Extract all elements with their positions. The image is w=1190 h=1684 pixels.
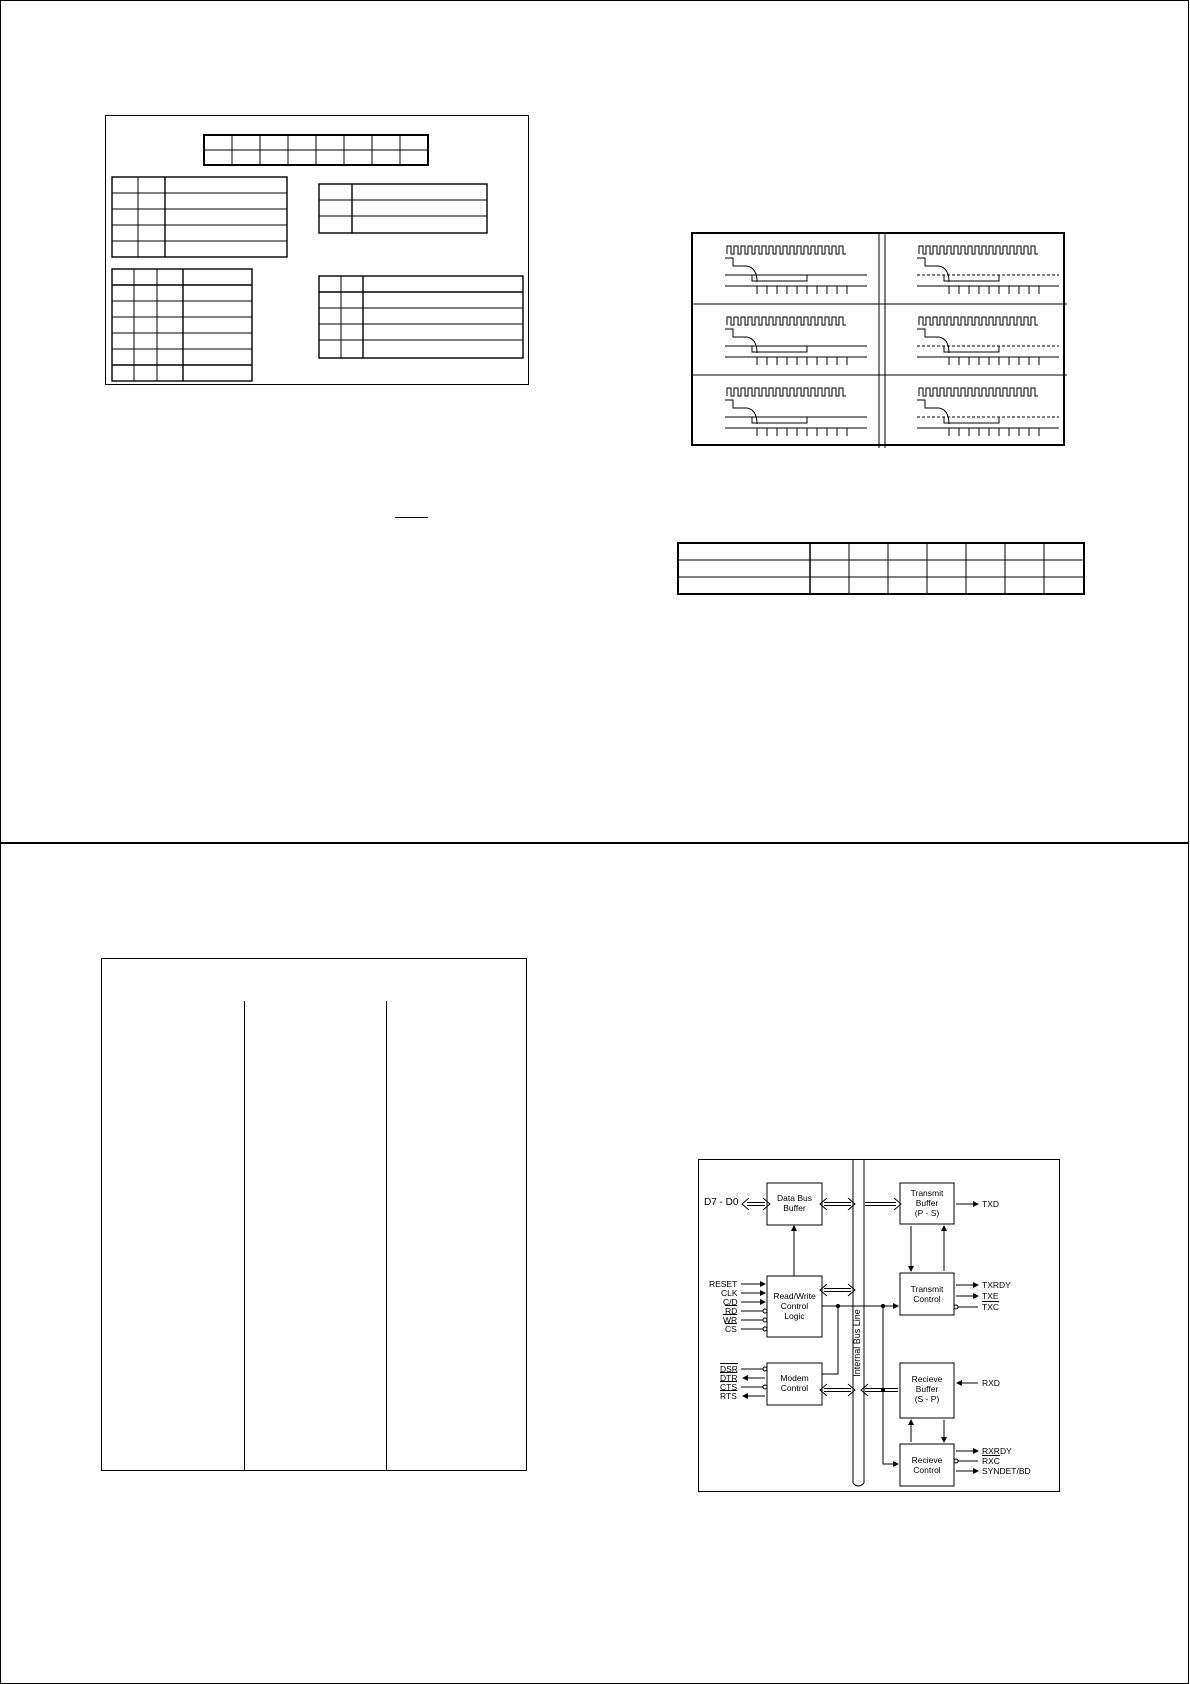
transmit-control-label: Transmit Control xyxy=(910,1284,944,1304)
rts-pin-label: $\overline{RTS}$ xyxy=(720,1391,737,1401)
rxc-pin-label: $\overline{RXC}$ xyxy=(982,1456,1000,1466)
pin-description-frame xyxy=(101,958,527,1471)
register-format-figure xyxy=(105,115,529,385)
data-bus-pins-label: D7 - D0 xyxy=(704,1197,739,1208)
cd-pin-label: C/D xyxy=(723,1297,738,1307)
transmit-buffer-label: Transmit Buffer (P - S) xyxy=(910,1188,944,1218)
txd-pin-label: TXD xyxy=(982,1199,999,1209)
usart-block-diagram xyxy=(698,1159,1060,1492)
txc-pin-label: $\overline{TXC}$ xyxy=(982,1302,999,1312)
receive-control-label: Recieve Control xyxy=(911,1455,943,1475)
timing-waveforms xyxy=(693,234,1067,448)
parameter-table-grid xyxy=(677,542,1085,595)
rxrdy-pin-label: RXRDY xyxy=(982,1446,1012,1456)
page-bottom xyxy=(0,843,1189,1684)
clk-pin-label: CLK xyxy=(721,1288,738,1298)
dtr-pin-label: $\overline{DTR}$ xyxy=(720,1373,738,1383)
read-write-logic-label: Read/Write Control Logic xyxy=(773,1291,816,1321)
modem-control-label: Modem Control xyxy=(780,1373,809,1393)
register-format-tables xyxy=(106,116,528,384)
dsr-pin-label: $\overline{DSR}$ xyxy=(720,1364,738,1374)
timing-diagrams-figure xyxy=(691,232,1065,446)
column-divider-1 xyxy=(244,1001,245,1471)
receive-buffer-label: Recieve Buffer (S - P) xyxy=(911,1374,943,1404)
cs-pin-label: $\overline{CS}$ xyxy=(725,1324,737,1334)
column-divider-2 xyxy=(386,1001,387,1471)
data-bus-buffer-label: Data Bus Buffer xyxy=(777,1193,812,1213)
parameter-table xyxy=(677,542,1085,595)
bus-label: Internal Bus Line xyxy=(852,1309,862,1377)
rxd-pin-label: RXD xyxy=(982,1378,1000,1388)
reset-pin-label: RESET xyxy=(709,1279,738,1289)
txrdy-pin-label: TXRDY xyxy=(982,1280,1011,1290)
wr-pin-label: $\overline{WR}$ xyxy=(723,1315,738,1325)
txe-pin-label: TXE xyxy=(982,1291,999,1301)
syndet-pin-label: SYNDET/BD xyxy=(982,1466,1031,1476)
cts-pin-label: $\overline{CTS}$ xyxy=(720,1382,737,1392)
overline-mark xyxy=(395,517,428,518)
rd-pin-label: $\overline{RD}$ xyxy=(725,1306,738,1316)
block-diagram-lines xyxy=(699,1160,1061,1493)
